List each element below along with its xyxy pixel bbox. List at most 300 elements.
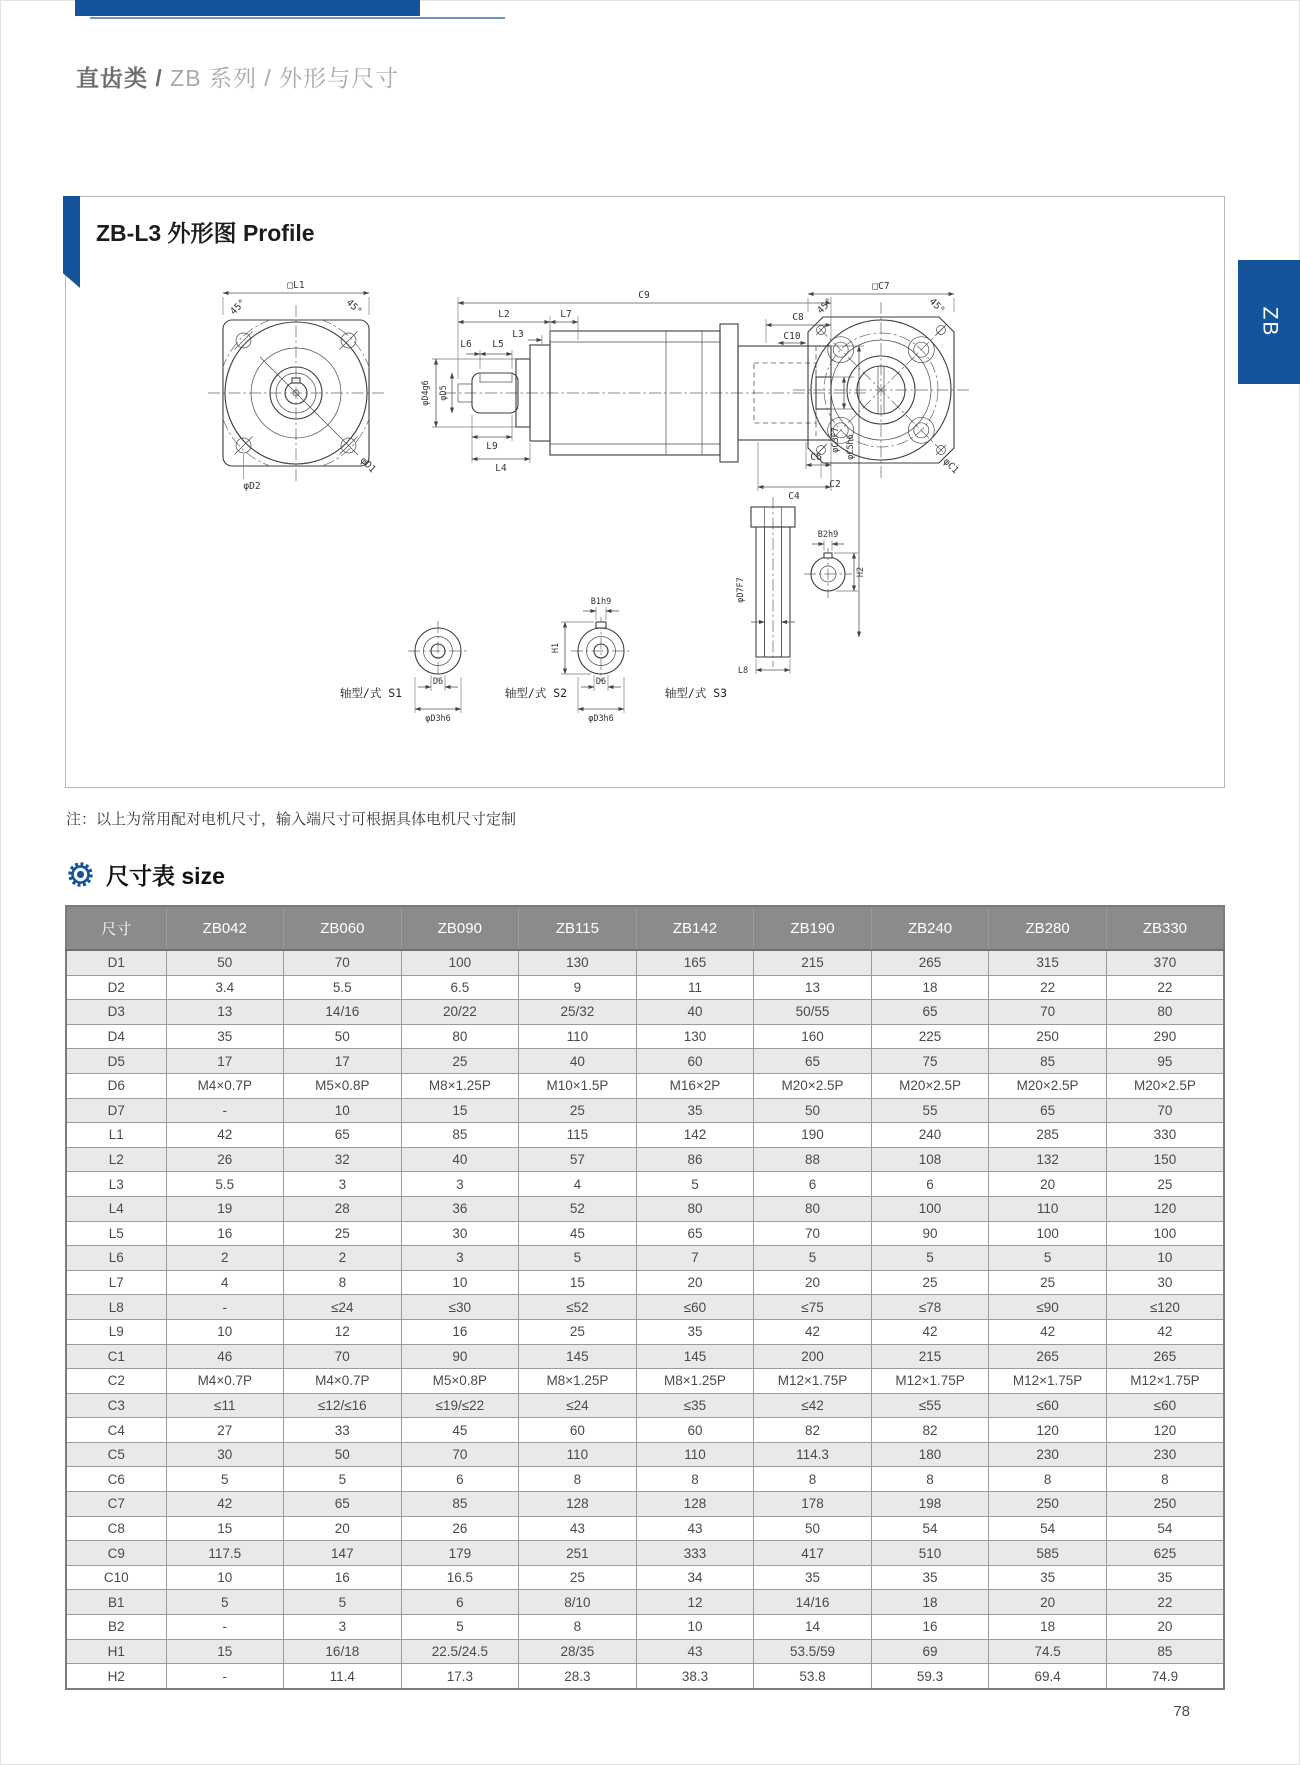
cell-value: 215: [754, 950, 872, 975]
cell-value: 3: [284, 1172, 402, 1197]
cell-value: 28.3: [519, 1664, 637, 1689]
cell-value: 8/10: [519, 1590, 637, 1615]
cell-value: 198: [871, 1492, 989, 1517]
cell-value: 34: [636, 1565, 754, 1590]
cell-value: 20: [989, 1590, 1107, 1615]
cell-value: 16: [401, 1319, 519, 1344]
cell-value: 10: [166, 1319, 284, 1344]
cell-value: -: [166, 1295, 284, 1320]
cell-value: 80: [1106, 1000, 1224, 1025]
column-header-model: ZB142: [636, 906, 754, 950]
cell-value: 25: [401, 1049, 519, 1074]
cell-value: 114.3: [754, 1442, 872, 1467]
row-label: H1: [66, 1639, 166, 1664]
column-header-model: ZB042: [166, 906, 284, 950]
cell-value: 3: [401, 1246, 519, 1271]
table-row: [66, 1172, 1224, 1197]
cell-value: 5.5: [284, 975, 402, 1000]
cell-value: 42: [166, 1492, 284, 1517]
cell-value: 65: [871, 1000, 989, 1025]
row-label: C4: [66, 1418, 166, 1443]
cell-value: 12: [284, 1319, 402, 1344]
cell-value: M4×0.7P: [166, 1369, 284, 1394]
cell-value: 160: [754, 1024, 872, 1049]
dim-label-C9: C9: [638, 290, 650, 301]
cell-value: 70: [1106, 1098, 1224, 1123]
cell-value: 35: [989, 1565, 1107, 1590]
cell-value: 85: [401, 1123, 519, 1148]
cell-value: 4: [519, 1172, 637, 1197]
cell-value: M12×1.75P: [1106, 1369, 1224, 1394]
profile-title: ZB-L3 外形图 Profile: [96, 220, 315, 246]
column-header-model: ZB060: [284, 906, 402, 950]
cell-value: 90: [871, 1221, 989, 1246]
cell-value: 5: [166, 1467, 284, 1492]
cell-value: 370: [1106, 950, 1224, 975]
dim-label-D3h6: φD3h6: [425, 714, 451, 724]
cell-value: M12×1.75P: [754, 1369, 872, 1394]
cell-value: 147: [284, 1541, 402, 1566]
row-label: L8: [66, 1295, 166, 1320]
dim-label-L2: L2: [498, 309, 510, 320]
cell-value: 585: [989, 1541, 1107, 1566]
cell-value: 75: [871, 1049, 989, 1074]
cell-value: 9: [519, 975, 637, 1000]
cell-value: 3: [401, 1172, 519, 1197]
cell-value: 14/16: [284, 1000, 402, 1025]
cell-value: 45: [401, 1418, 519, 1443]
cell-value: M8×1.25P: [636, 1369, 754, 1394]
cell-value: 30: [401, 1221, 519, 1246]
cell-value: 82: [754, 1418, 872, 1443]
row-label: D7: [66, 1098, 166, 1123]
table-row: [66, 1541, 1224, 1566]
dim-label-D6: D6: [595, 677, 607, 687]
dim-label-D3h6: φD3h6: [588, 714, 614, 724]
cell-value: 90: [401, 1344, 519, 1369]
cell-value: ≤19/≤22: [401, 1393, 519, 1418]
cell-value: 80: [636, 1196, 754, 1221]
cell-value: 333: [636, 1541, 754, 1566]
cell-value: 150: [1106, 1147, 1224, 1172]
cell-value: 10: [284, 1098, 402, 1123]
table-row: [66, 1098, 1224, 1123]
cell-value: 11.4: [284, 1664, 402, 1689]
cell-value: 20: [754, 1270, 872, 1295]
shaft-s2-caption: 轴型/式 S2: [504, 686, 568, 700]
cell-value: 70: [284, 950, 402, 975]
table-row: [66, 1393, 1224, 1418]
cell-value: 5: [989, 1246, 1107, 1271]
table-row: [66, 950, 1224, 975]
table-row: [66, 1442, 1224, 1467]
cell-value: 8: [754, 1467, 872, 1492]
cell-value: 65: [754, 1049, 872, 1074]
column-header-model: ZB280: [989, 906, 1107, 950]
breadcrumb-category: 直齿类 /: [76, 65, 163, 91]
size-table-heading: [67, 858, 225, 891]
cell-value: 20: [284, 1516, 402, 1541]
cell-value: 22: [1106, 1590, 1224, 1615]
dim-label-D1: φD1: [357, 455, 378, 476]
cell-value: 100: [401, 950, 519, 975]
side-tab-zb: [1238, 260, 1300, 384]
column-header-model: ZB115: [519, 906, 637, 950]
cell-value: 43: [636, 1516, 754, 1541]
cell-value: 120: [1106, 1196, 1224, 1221]
cell-value: -: [166, 1098, 284, 1123]
shaft-s3-endview-drawing: [804, 530, 866, 598]
cell-value: 35: [1106, 1565, 1224, 1590]
cell-value: 17: [166, 1049, 284, 1074]
row-label: D6: [66, 1073, 166, 1098]
dim-label-L8: L8: [737, 666, 749, 676]
table-row: [66, 1639, 1224, 1664]
cell-value: 15: [166, 1516, 284, 1541]
cell-value: 26: [401, 1516, 519, 1541]
row-label: C7: [66, 1492, 166, 1517]
cell-value: M8×1.25P: [401, 1073, 519, 1098]
cell-value: 52: [519, 1196, 637, 1221]
cell-value: 510: [871, 1541, 989, 1566]
dim-label-D5: φD5: [439, 385, 449, 401]
cell-value: 53.5/59: [754, 1639, 872, 1664]
row-label: C5: [66, 1442, 166, 1467]
cell-value: 180: [871, 1442, 989, 1467]
row-label: C3: [66, 1393, 166, 1418]
cell-value: ≤24: [519, 1393, 637, 1418]
cell-value: 6.5: [401, 975, 519, 1000]
row-label: D1: [66, 950, 166, 975]
table-row: [66, 1270, 1224, 1295]
table-row: [66, 1369, 1224, 1394]
cell-value: 25: [1106, 1172, 1224, 1197]
dim-label-45-left: 45°: [815, 296, 836, 317]
cell-value: 417: [754, 1541, 872, 1566]
cell-value: 60: [636, 1418, 754, 1443]
table-row: [66, 1467, 1224, 1492]
note-text: 注：以上为常用配对电机尺寸，输入端尺寸可根据具体电机尺寸定制: [66, 811, 517, 828]
dim-label-D4g6: φD4g6: [421, 380, 431, 406]
cell-value: 108: [871, 1147, 989, 1172]
cell-value: M10×1.5P: [519, 1073, 637, 1098]
dim-label-C4: C4: [788, 491, 800, 502]
cell-value: ≤55: [871, 1393, 989, 1418]
cell-value: 35: [754, 1565, 872, 1590]
cell-value: 85: [1106, 1639, 1224, 1664]
cell-value: M12×1.75P: [871, 1369, 989, 1394]
cell-value: 13: [754, 975, 872, 1000]
cell-value: 42: [1106, 1319, 1224, 1344]
table-row: [66, 1664, 1224, 1689]
cell-value: 55: [871, 1098, 989, 1123]
cell-value: 330: [1106, 1123, 1224, 1148]
cell-value: 33: [284, 1418, 402, 1443]
cell-value: 10: [166, 1565, 284, 1590]
cell-value: 25: [519, 1565, 637, 1590]
cell-value: ≤60: [636, 1295, 754, 1320]
profile-section: [65, 196, 1225, 788]
cell-value: 25: [989, 1270, 1107, 1295]
table-row: [66, 1615, 1224, 1640]
dim-label-C6: C6: [810, 452, 822, 463]
gear-icon: [67, 861, 94, 888]
cell-value: 17: [284, 1049, 402, 1074]
table-row: [66, 1295, 1224, 1320]
cell-value: ≤42: [754, 1393, 872, 1418]
cell-value: 36: [401, 1196, 519, 1221]
cell-value: 95: [1106, 1049, 1224, 1074]
row-label: C8: [66, 1516, 166, 1541]
cell-value: 85: [989, 1049, 1107, 1074]
cell-value: 6: [871, 1172, 989, 1197]
table-row: [66, 1246, 1224, 1271]
cell-value: 80: [754, 1196, 872, 1221]
table-row: [66, 1344, 1224, 1369]
cell-value: 28: [284, 1196, 402, 1221]
cell-value: 5: [871, 1246, 989, 1271]
row-label: B1: [66, 1590, 166, 1615]
table-row: [66, 1000, 1224, 1025]
dim-label-L5: L5: [492, 339, 504, 350]
cell-value: 25/32: [519, 1000, 637, 1025]
cell-value: 80: [401, 1024, 519, 1049]
table-row: [66, 1147, 1224, 1172]
row-label: D5: [66, 1049, 166, 1074]
cell-value: 5: [284, 1467, 402, 1492]
cell-value: 86: [636, 1147, 754, 1172]
cell-value: 5: [401, 1615, 519, 1640]
cell-value: 18: [871, 975, 989, 1000]
row-label: L1: [66, 1123, 166, 1148]
dim-label-C3F7: φC3F7: [831, 427, 841, 453]
cell-value: M20×2.5P: [871, 1073, 989, 1098]
cell-value: 16/18: [284, 1639, 402, 1664]
cell-value: 20: [989, 1172, 1107, 1197]
cell-value: -: [166, 1664, 284, 1689]
cell-value: 8: [871, 1467, 989, 1492]
cell-value: 2: [284, 1246, 402, 1271]
cell-value: 35: [871, 1565, 989, 1590]
cell-value: M5×0.8P: [401, 1369, 519, 1394]
cell-value: 117.5: [166, 1541, 284, 1566]
cell-value: 43: [519, 1516, 637, 1541]
cell-value: 128: [519, 1492, 637, 1517]
row-label: H2: [66, 1664, 166, 1689]
cell-value: 215: [871, 1344, 989, 1369]
cell-value: ≤11: [166, 1393, 284, 1418]
cell-value: 110: [519, 1024, 637, 1049]
cell-value: 50: [284, 1024, 402, 1049]
cell-value: 132: [989, 1147, 1107, 1172]
dim-label-L7: L7: [560, 309, 572, 320]
cell-value: 8: [519, 1615, 637, 1640]
table-row: [66, 1221, 1224, 1246]
cell-value: 25: [519, 1098, 637, 1123]
cell-value: 65: [284, 1123, 402, 1148]
cell-value: M20×2.5P: [989, 1073, 1107, 1098]
cell-value: 251: [519, 1541, 637, 1566]
table-row: [66, 1418, 1224, 1443]
cell-value: 26: [166, 1147, 284, 1172]
row-label: L6: [66, 1246, 166, 1271]
cell-value: 10: [1106, 1246, 1224, 1271]
table-row: [66, 1492, 1224, 1517]
technical-drawing: [66, 197, 1224, 787]
table-header-row: [66, 906, 1224, 950]
cell-value: M16×2P: [636, 1073, 754, 1098]
size-table-container: [65, 905, 1225, 1690]
front-view-drawing: [208, 280, 384, 492]
table-row: [66, 1516, 1224, 1541]
cell-value: ≤30: [401, 1295, 519, 1320]
column-header-model: ZB240: [871, 906, 989, 950]
cell-value: 230: [1106, 1442, 1224, 1467]
page-number: 78: [1173, 1703, 1190, 1720]
cell-value: 5: [519, 1246, 637, 1271]
cell-value: 250: [989, 1492, 1107, 1517]
cell-value: 25: [871, 1270, 989, 1295]
cell-value: 110: [636, 1442, 754, 1467]
cell-value: 35: [166, 1024, 284, 1049]
cell-value: 130: [519, 950, 637, 975]
cell-value: 40: [401, 1147, 519, 1172]
shaft-s3-caption: 轴型/式 S3: [664, 686, 728, 700]
cell-value: M4×0.7P: [166, 1073, 284, 1098]
cell-value: 50: [284, 1442, 402, 1467]
row-label: D4: [66, 1024, 166, 1049]
cell-value: 16: [166, 1221, 284, 1246]
dim-label-L4: L4: [495, 463, 507, 474]
cell-value: 11: [636, 975, 754, 1000]
cell-value: 42: [871, 1319, 989, 1344]
size-table: [65, 905, 1225, 1690]
cell-value: 65: [636, 1221, 754, 1246]
cell-value: 70: [989, 1000, 1107, 1025]
cell-value: 74.9: [1106, 1664, 1224, 1689]
table-row: [66, 975, 1224, 1000]
cell-value: M5×0.8P: [284, 1073, 402, 1098]
cell-value: 7: [636, 1246, 754, 1271]
row-label: D2: [66, 975, 166, 1000]
cell-value: ≤52: [519, 1295, 637, 1320]
dim-label-C7: □C7: [872, 281, 890, 292]
cell-value: 18: [989, 1615, 1107, 1640]
cell-value: 85: [401, 1492, 519, 1517]
cell-value: 128: [636, 1492, 754, 1517]
dim-label-D7F7: φD7F7: [736, 577, 746, 603]
cell-value: 57: [519, 1147, 637, 1172]
cell-value: 16.5: [401, 1565, 519, 1590]
cell-value: M8×1.25P: [519, 1369, 637, 1394]
cell-value: 25: [284, 1221, 402, 1246]
cell-value: 54: [1106, 1516, 1224, 1541]
cell-value: 8: [636, 1467, 754, 1492]
cell-value: 22.5/24.5: [401, 1639, 519, 1664]
side-tab-label: ZB: [1258, 306, 1281, 338]
row-label: C6: [66, 1467, 166, 1492]
cell-value: 46: [166, 1344, 284, 1369]
row-label: B2: [66, 1615, 166, 1640]
top-accent-underline: [90, 17, 505, 19]
cell-value: 69: [871, 1639, 989, 1664]
cell-value: 142: [636, 1123, 754, 1148]
side-view-drawing: [421, 290, 866, 637]
cell-value: 69.4: [989, 1664, 1107, 1689]
breadcrumb-rest: ZB 系列 / 外形与尺寸: [162, 65, 400, 91]
cell-value: 59.3: [871, 1664, 989, 1689]
cell-value: 230: [989, 1442, 1107, 1467]
cell-value: 120: [989, 1418, 1107, 1443]
dim-label-B1h9: B1h9: [590, 597, 612, 607]
column-header-model: ZB330: [1106, 906, 1224, 950]
cell-value: 28/35: [519, 1639, 637, 1664]
cell-value: 27: [166, 1418, 284, 1443]
dim-label-L1: □L1: [287, 280, 305, 291]
cell-value: 70: [284, 1344, 402, 1369]
table-row: [66, 1049, 1224, 1074]
cell-value: M20×2.5P: [1106, 1073, 1224, 1098]
cell-value: 8: [519, 1467, 637, 1492]
cell-value: 110: [519, 1442, 637, 1467]
breadcrumb: [76, 60, 399, 93]
cell-value: 54: [871, 1516, 989, 1541]
cell-value: 20: [636, 1270, 754, 1295]
cell-value: 6: [754, 1172, 872, 1197]
dim-label-45-left: 45°: [228, 297, 249, 318]
cell-value: 42: [166, 1123, 284, 1148]
column-header-model: ZB190: [754, 906, 872, 950]
cell-value: 5: [284, 1590, 402, 1615]
cell-value: 50: [754, 1516, 872, 1541]
cell-value: 17.3: [401, 1664, 519, 1689]
row-label: L5: [66, 1221, 166, 1246]
cell-value: 22: [1106, 975, 1224, 1000]
cell-value: M4×0.7P: [284, 1369, 402, 1394]
cell-value: 100: [1106, 1221, 1224, 1246]
cell-value: 53.8: [754, 1664, 872, 1689]
cell-value: ≤75: [754, 1295, 872, 1320]
cell-value: 40: [636, 1000, 754, 1025]
shaft-s1-drawing: [408, 621, 468, 724]
cell-value: 25: [519, 1319, 637, 1344]
cell-value: ≤35: [636, 1393, 754, 1418]
table-row: [66, 1123, 1224, 1148]
row-label: L4: [66, 1196, 166, 1221]
cell-value: 8: [989, 1467, 1107, 1492]
cell-value: 16: [284, 1565, 402, 1590]
cell-value: 14/16: [754, 1590, 872, 1615]
cell-value: 625: [1106, 1541, 1224, 1566]
cell-value: 200: [754, 1344, 872, 1369]
cell-value: 265: [989, 1344, 1107, 1369]
dim-label-C1: φC1: [940, 456, 961, 477]
table-row: [66, 1073, 1224, 1098]
row-label: C2: [66, 1369, 166, 1394]
cell-value: 15: [166, 1639, 284, 1664]
cell-value: 54: [989, 1516, 1107, 1541]
row-label: L2: [66, 1147, 166, 1172]
dim-label-H2: H2: [856, 566, 866, 578]
cell-value: 8: [284, 1270, 402, 1295]
cell-value: 30: [166, 1442, 284, 1467]
cell-value: 15: [401, 1098, 519, 1123]
cell-value: ≤120: [1106, 1295, 1224, 1320]
cell-value: 178: [754, 1492, 872, 1517]
cell-value: 45: [519, 1221, 637, 1246]
cell-value: ≤24: [284, 1295, 402, 1320]
cell-value: 6: [401, 1590, 519, 1615]
